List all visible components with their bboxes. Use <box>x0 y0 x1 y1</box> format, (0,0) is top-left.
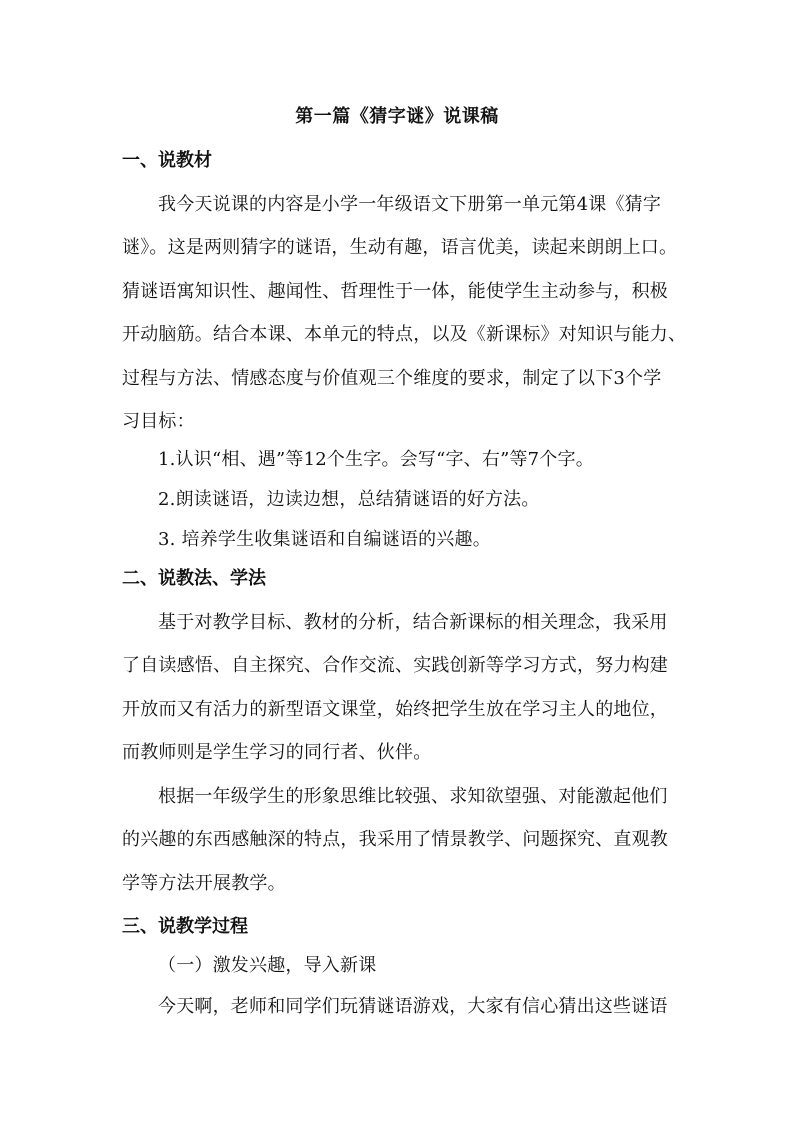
paragraph-line: 我今天说课的内容是小学一年级语文下册第一单元第4课《猜字 <box>158 194 662 215</box>
paragraph-line: 根据一年级学生的形象思维比较强、求知欲望强、对能激起他们 <box>158 786 668 807</box>
section-heading-process: 三、说教学过程 <box>122 916 248 937</box>
paragraph-line: 猜谜语寓知识性、趣闻性、哲理性于一体，能使学生主动参与，积极 <box>122 281 668 302</box>
paragraph-line: 过程与方法、情感态度与价值观三个维度的要求，制定了以下3个学 <box>122 368 662 389</box>
section-heading-methods: 二、说教法、学法 <box>122 568 266 589</box>
goal-item: 3. 培养学生收集谜语和自编谜语的兴趣。 <box>158 529 491 550</box>
paragraph-line: 开放而又有活力的新型语文课堂，始终把学生放在学习主人的地位， <box>122 699 668 720</box>
paragraph-line: 学等方法开展教学。 <box>122 873 286 894</box>
paragraph-line: 谜》。这是两则猜字的谜语，生动有趣，语言优美，读起来朗朗上口。 <box>122 237 678 258</box>
section-heading-textbook: 一、说教材 <box>122 150 212 171</box>
paragraph-line: 基于对教学目标、教材的分析，结合新课标的相关理念，我采用 <box>158 612 668 633</box>
subheading: （一）激发兴趣，导入新课 <box>158 955 377 976</box>
paragraph-line: 开动脑筋。结合本课、本单元的特点，以及《新课标》对知识与能力、 <box>122 324 687 345</box>
goal-item: 1.认识“相、遇”等12个生字。会写“字、右”等7个字。 <box>158 449 594 470</box>
goal-item: 2.朗读谜语，边读边想，总结猜谜语的好方法。 <box>158 489 540 510</box>
paragraph-line: 了自读感悟、自主探究、合作交流、实践创新等学习方式，努力构建 <box>122 655 668 676</box>
paragraph-line: 的兴趣的东西感触深的特点，我采用了情景教学、问题探究、直观教 <box>122 829 668 850</box>
paragraph-line: 今天啊，老师和同学们玩猜谜语游戏，大家有信心猜出这些谜语 <box>158 996 668 1017</box>
paragraph-line: 而教师则是学生学习的同行者、伙伴。 <box>122 742 432 763</box>
document-title: 第一篇《猜字谜》说课稿 <box>295 106 499 127</box>
paragraph-line: 习目标： <box>122 411 195 432</box>
